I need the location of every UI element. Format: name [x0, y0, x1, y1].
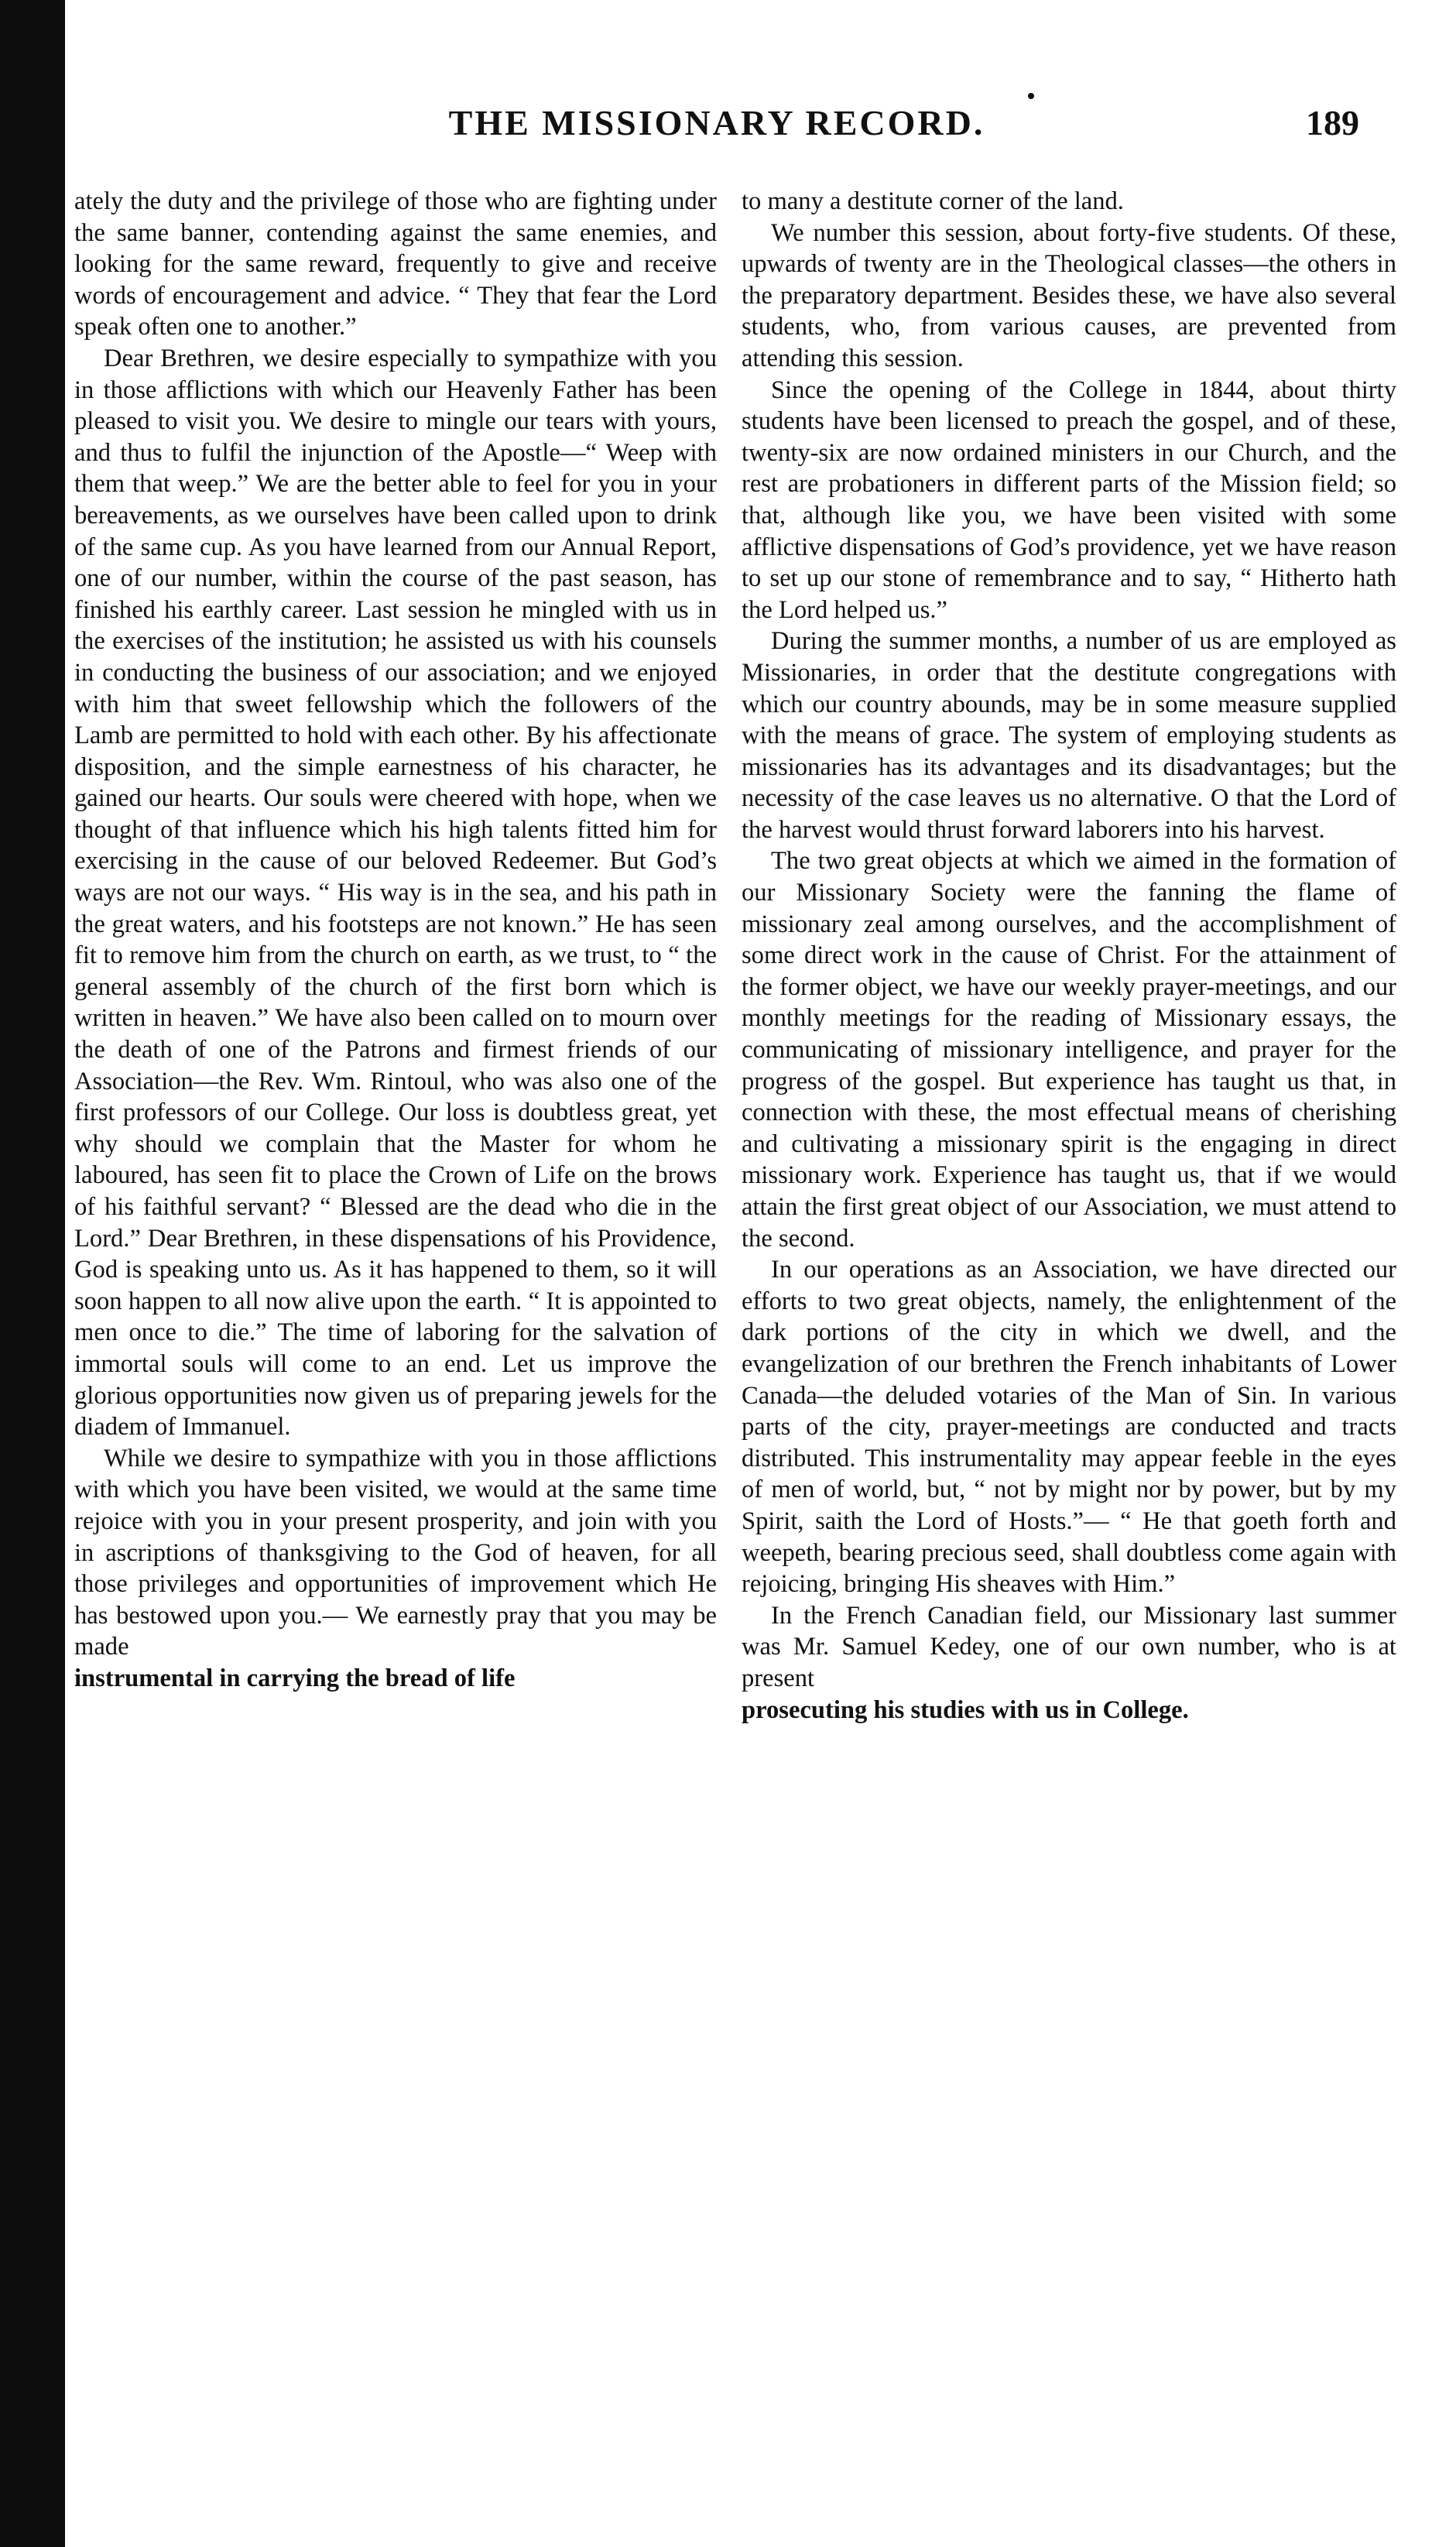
right-paragraph-2: We number this session, about forty-five students. Of these, upwards of twenty are in the Theological classes—the others in the preparatory department. Besides these, we have also several students, who, from various causes, are prevented from attending this session. [742, 218, 1396, 372]
right-paragraph-7-last-line: prosecuting his studies with us in College. [742, 1695, 1189, 1724]
running-title: THE MISSIONARY RECORD. [448, 103, 985, 142]
right-paragraph-4: During the summer months, a number of us are employed as Missionaries, in order that the destitute congregations with which our country abounds, may be in some measure supplied with the means of grace. The system of employing students as missionaries has its advantages and its disadvantages; but the necessity of the case leaves us no alternative. O that the Lord of the harvest would thrust forward laborers into his harvest. [742, 627, 1396, 844]
right-paragraph-5: The two great objects at which we aimed in the formation of our Missionary Society were the fanning the flame of missionary zeal among ourselves, and the accomplishment of some direct work in the cause of Christ. For the attainment of the former object, we have our weekly prayer-meetings, and our monthly meetings for the reading of Missionary essays, the communicating of missionary intelligence, and prayer for the progress of the gospel. But experience has taught us that, in connection with these, the most effectual means of cherishing and cultivating a missionary spirit is the engaging in direct missionary work. Experience has taught us, that if we would attain the first great object of our Association, we must attend to the second. [742, 847, 1396, 1253]
left-paragraph-3-last-line: instrumental in carrying the bread of life [74, 1664, 516, 1692]
right-column [742, 186, 1396, 1726]
page-number: 189 [1306, 103, 1359, 142]
left-paragraph-1: ately the duty and the privilege of those who are fighting under the same banner, contending against the same enemies, and looking for the same reward, frequently to give and receive words of encouragement and advice. “ They that fear the Lord speak often one to another.” [74, 187, 717, 341]
left-paragraph-2: Dear Brethren, we desire especially to sympathize with you in those afflictions with which our Heavenly Father has been pleased to visit you. We desire to mingle our tears with yours, and thus to fulfil the injunction of the Apostle—“ Weep with them that weep.” We are the better able to feel for you in your bereavements, as we ourselves have been called upon to drink of the same cup. As you have learned from our Annual Report, one of our number, within the course of the past season, has finished his earthly career. Last session he mingled with us in the exercises of the institution; he assisted us with his counsels in conducting the business of our association; and we enjoyed with him that sweet fellowship which the followers of the Lamb are permitted to hold with each other. By his affectionate disposition, and the simple earnestness of his character, he gained our hearts. Our souls were cheered with hope, when we thought of that influence which his high talents fitted him for exercising in the cause of our beloved Redeemer. But God’s ways are not our ways. “ His way is in the sea, and his path in the great waters, and his footsteps are not known.” He has seen fit to remove him from the church on earth, as we trust, to “ the general assembly of the church of the first born which is written in heaven.” We have also been called on to mourn over the death of one of the Patrons and firmest friends of our Association—the Rev. Wm. Rintoul, who was also one of the first professors of our College. Our loss is doubtless great, yet why should we complain that the Master for whom he laboured, has seen fit to place the Crown of Life on the brows of his faithful servant? “ Blessed are the dead who die in the Lord.” Dear Brethren, in these dispensations of his Providence, God is speaking unto us. As it has happened to them, so it will soon happen to all now alive upon the earth. “ It is appointed to men once to die.” The time of laboring for the salvation of immortal souls will come to an end. Let us improve the glorious opportunities now given us of preparing jewels for the diadem of Immanuel. [74, 344, 717, 1441]
page-header [74, 93, 1359, 163]
left-paragraph-3: While we desire to sympathize with you in those afflictions with which you have been visited, we would at the same time rejoice with you in your present prosperity, and join with you in ascriptions of thanksgiving to the God of heaven, for all those privileges and opportunities of improvement which He has bestowed upon you.— We earnestly pray that you may be made [74, 1444, 717, 1661]
left-column [74, 186, 717, 1695]
right-paragraph-3: Since the opening of the College in 1844, about thirty students have been licensed to preach the gospel, and of these, twenty-six are now ordained ministers in our Church, and the rest are probationers in different parts of the Mission field; so that, although like you, we have been visited with some afflictive dispensations of God’s providence, yet we have reason to set up our stone of remembrance and to say, “ Hitherto hath the Lord helped us.” [742, 375, 1396, 624]
print-speck [1028, 93, 1034, 99]
right-paragraph-7: In the French Canadian field, our Missionary last summer was Mr. Samuel Kedey, one of our own number, who is at present [742, 1601, 1396, 1692]
page-binding-edge [0, 0, 65, 2547]
right-paragraph-1: to many a destitute corner of the land. [742, 187, 1124, 215]
right-paragraph-6: In our operations as an Association, we have directed our efforts to two great objects, namely, the enlightenment of the dark portions of the city in which we dwell, and the evangelization of our brethren the French inhabitants of Lower Canada—the deluded votaries of the Man of Sin. In various parts of the city, prayer-meetings are conducted and tracts distributed. This instrumentality may appear feeble in the eyes of men of world, but, “ not by might nor by power, but by my Spirit, saith the Lord of Hosts.”— “ He that goeth forth and weepeth, bearing precious seed, shall doubtless come again with rejoicing, bringing His sheaves with Him.” [742, 1256, 1396, 1599]
